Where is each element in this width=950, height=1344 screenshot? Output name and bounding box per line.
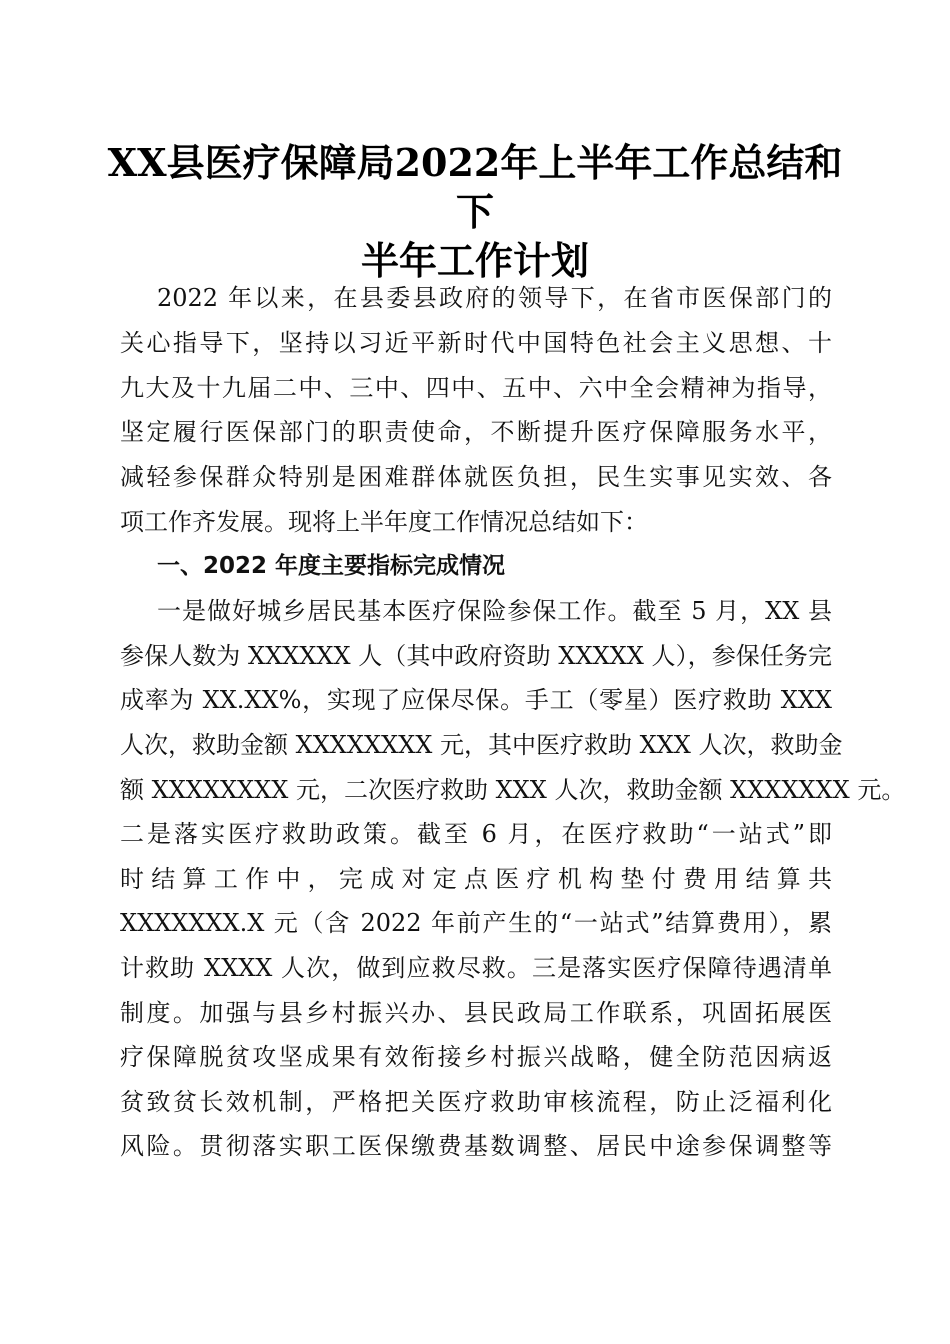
body-line: XXXXXXX.X 元（含 2022 年前产生的“一站式”结算费用），累 <box>120 909 832 937</box>
body-line: 一是做好城乡居民基本医疗保险参保工作。截至 5 月，XX 县 <box>157 597 832 625</box>
title-line-2: 半年工作计划 <box>360 238 589 283</box>
body-line: 风险。贯彻落实职工医保缴费基数调整、居民中途参保调整等 <box>120 1132 832 1160</box>
section-heading: 一、2022 年度主要指标完成情况 <box>157 553 506 579</box>
body-line: 贫致贫长效机制，严格把关医疗救助审核流程，防止泛福利化 <box>120 1088 832 1116</box>
body-line: 二是落实医疗救助政策。截至 6 月，在医疗救助“一站式”即 <box>120 820 832 848</box>
intro-line: 九大及十九届二中、三中、四中、五中、六中全会精神为指导， <box>120 374 832 402</box>
body-line: 参保人数为 XXXXXX 人（其中政府资助 XXXXX 人），参保任务完 <box>120 642 832 670</box>
title-line-1: XX县医疗保障局2022年上半年工作总结和下 <box>107 140 843 234</box>
document-title <box>100 138 850 285</box>
body-line: 人次，救助金额 XXXXXXXX 元，其中医疗救助 XXX 人次，救助金 <box>120 731 843 759</box>
intro-line: 2022 年以来，在县委县政府的领导下，在省市医保部门的 <box>157 284 832 312</box>
body-line: 疗保障脱贫攻坚成果有效衔接乡村振兴战略，健全防范因病返 <box>120 1043 832 1071</box>
body-line: 制度。加强与县乡村振兴办、县民政局工作联系，巩固拓展医 <box>120 999 832 1027</box>
body-line: 时结算工作中，完成对定点医疗机构垫付费用结算共 <box>120 865 832 893</box>
body-line: 计救助 XXXX 人次，做到应救尽救。三是落实医疗保障待遇清单 <box>120 954 832 982</box>
intro-line: 关心指导下，坚持以习近平新时代中国特色社会主义思想、十 <box>120 329 832 357</box>
body-line: 额 XXXXXXXX 元，二次医疗救助 XXX 人次，救助金额 XXXXXXX 元。 <box>120 776 906 804</box>
body-line: 成率为 XX.XX%，实现了应保尽保。手工（零星）医疗救助 XXX <box>120 686 832 714</box>
intro-line: 项工作齐发展。现将上半年度工作情况总结如下： <box>120 508 648 536</box>
intro-line: 减轻参保群众特别是困难群体就医负担，民生实事见实效、各 <box>120 463 832 491</box>
intro-line: 坚定履行医保部门的职责使命，不断提升医疗保障服务水平， <box>120 418 832 446</box>
